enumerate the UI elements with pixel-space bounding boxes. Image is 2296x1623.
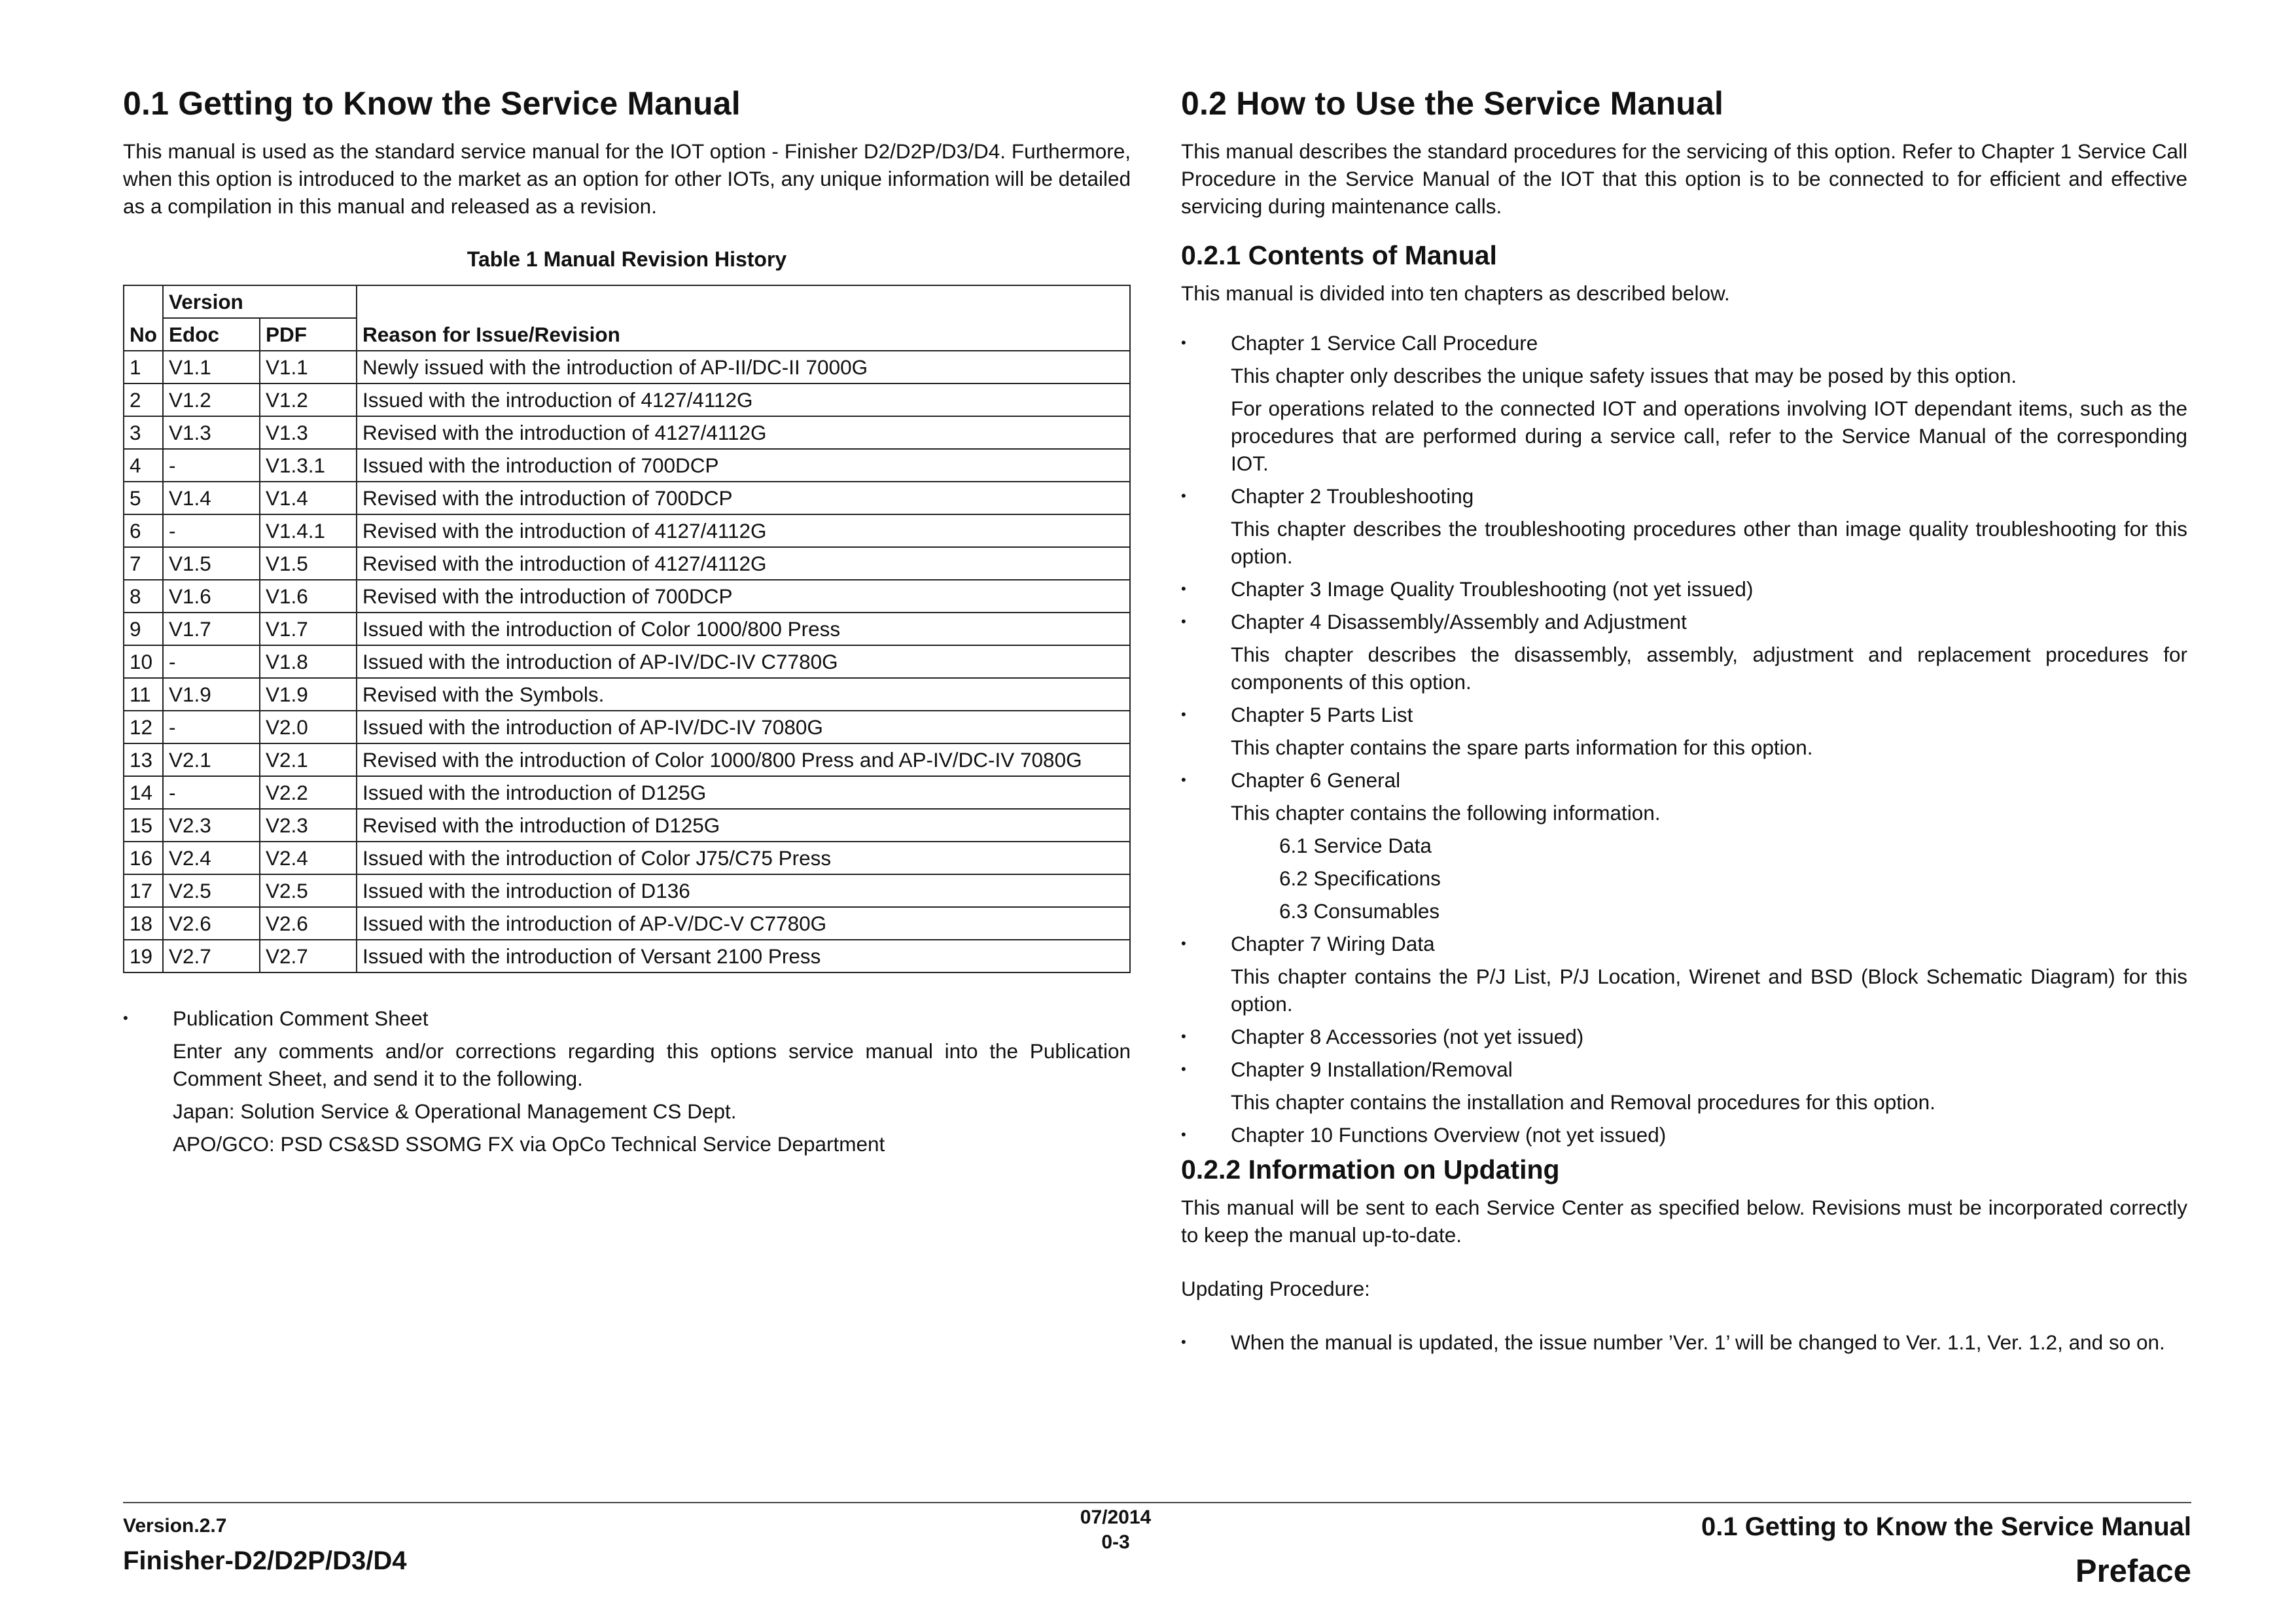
right-column [1181,84,2187,1361]
cell-no: 3 [124,416,163,449]
table-row [124,907,1130,940]
table-row [124,678,1130,711]
cell-reason: Newly issued with the introduction of AP-II/DC-II 7000G [357,351,1130,383]
chapter-title: • Chapter 9 Installation/Removal [1231,1058,1513,1082]
cell-reason: Revised with the introduction of 700DCP [357,482,1130,514]
cell-pdf: V1.6 [260,580,357,613]
cell-reason: Issued with the introduction of AP-V/DC-V C7780G [357,907,1130,940]
publication-line: Japan: Solution Service & Operational Management CS Dept. [173,1099,737,1123]
cell-pdf: V1.4 [260,482,357,514]
updating-procedure-label: Updating Procedure: [1181,1277,1370,1301]
chapter-list [1181,329,2187,1149]
cell-reason: Issued with the introduction of Versant 2100 Press [357,940,1130,972]
cell-edoc: V2.4 [163,842,260,874]
chapter-title: • Chapter 3 Image Quality Troubleshooting (not yet issued) [1231,577,1754,601]
cell-reason: Revised with the introduction of D125G [357,809,1130,842]
cell-edoc: V1.6 [163,580,260,613]
cell-no: 18 [124,907,163,940]
cell-no: 7 [124,547,163,580]
chapter-item [1181,1121,2187,1149]
cell-reason: Issued with the introduction of Color 1000/800 Press [357,613,1130,645]
chapter-item [1181,1056,2187,1116]
cell-pdf: V2.0 [260,711,357,743]
chapter-item [1181,1023,2187,1050]
updating-intro: This manual will be sent to each Service Center as specified below. Revisions must be incorporated correctly to keep the manual up-to-date. [1181,1196,2187,1247]
chapter-item [1181,930,2187,1018]
chapter-item [1181,766,2187,925]
table-row [124,809,1130,842]
cell-edoc: V1.4 [163,482,260,514]
chapter-title: • Chapter 1 Service Call Procedure [1231,331,1538,355]
cell-no: 13 [124,743,163,776]
chapter-item [1181,608,2187,696]
chapter-item [1181,575,2187,603]
cell-pdf: V1.1 [260,351,357,383]
table-row [124,711,1130,743]
chapter-title: • Chapter 2 Troubleshooting [1231,484,1474,508]
cell-no: 1 [124,351,163,383]
cell-reason: Issued with the introduction of D136 [357,874,1130,907]
list-item [123,1005,1131,1158]
publication-line: APO/GCO: PSD CS&SD SSOMG FX via OpCo Technical Service Department [173,1132,885,1156]
cell-no: 14 [124,776,163,809]
cell-edoc: - [163,514,260,547]
revision-history-table [123,285,1131,973]
chapter-description: This chapter describes the troubleshooting procedures other than image quality troubleshooting for this option. [1231,517,2187,569]
cell-reason: Issued with the introduction of AP-IV/DC-IV 7080G [357,711,1130,743]
cell-pdf: V2.5 [260,874,357,907]
subsection-title-0-2-1: 0.2.1 Contents of Manual [1181,240,1497,270]
cell-edoc: V2.3 [163,809,260,842]
cell-reason: Revised with the Symbols. [357,678,1130,711]
cell-reason: Issued with the introduction of AP-IV/DC-IV C7780G [357,645,1130,678]
chapter-subsection: 6.1 Service Data [1279,834,1432,858]
publication-title: • Publication Comment Sheet [173,1007,429,1030]
cell-reason: Issued with the introduction of Color J75/C75 Press [357,842,1130,874]
footer-product: Finisher-D2/D2P/D3/D4 [123,1546,407,1575]
footer-rule [123,1502,2191,1503]
chapter-subsection: 6.3 Consumables [1279,899,1440,923]
cell-pdf: V2.6 [260,907,357,940]
chapter-description: This chapter contains the following information. [1231,801,1661,825]
chapter-title: • Chapter 6 General [1231,768,1401,793]
cell-pdf: V1.9 [260,678,357,711]
cell-edoc: V1.5 [163,547,260,580]
table-row [124,514,1130,547]
cell-no: 12 [124,711,163,743]
cell-edoc: V1.7 [163,613,260,645]
contents-intro: This manual is divided into ten chapters as described below. [1181,281,1730,306]
cell-edoc: V2.7 [163,940,260,972]
cell-reason: Revised with the introduction of 4127/4112G [357,514,1130,547]
chapter-title: • Chapter 5 Parts List [1231,703,1413,727]
header-version: Version [163,285,357,318]
publication-line: Enter any comments and/or corrections regarding this options service manual into the Publication Comment Sheet, and send it to the following. [173,1039,1131,1090]
cell-reason: Revised with the introduction of 4127/4112G [357,416,1130,449]
table-row [124,416,1130,449]
cell-no: 16 [124,842,163,874]
table-row [124,383,1130,416]
cell-reason: Revised with the introduction of Color 1000/800 Press and AP-IV/DC-IV 7080G [357,743,1130,776]
subsection-title-0-2-2: 0.2.2 Information on Updating [1181,1154,1560,1185]
table-row [124,940,1130,972]
cell-pdf: V2.4 [260,842,357,874]
footer-page-number: 0-3 [1101,1531,1130,1553]
cell-pdf: V2.1 [260,743,357,776]
publication-list [123,1005,1131,1158]
cell-edoc: - [163,449,260,482]
table-caption: Table 1 Manual Revision History [467,247,787,271]
chapter-description: For operations related to the connected IOT and operations involving IOT dependant items, such as the procedures that are performed during a service call, refer to the Service Manual of the corresponding IOT. [1231,397,2187,476]
table-row [124,613,1130,645]
table-row [124,547,1130,580]
chapter-item [1181,701,2187,761]
cell-no: 19 [124,940,163,972]
cell-edoc: V2.5 [163,874,260,907]
cell-no: 10 [124,645,163,678]
cell-reason: Issued with the introduction of 700DCP [357,449,1130,482]
chapter-item [1181,482,2187,570]
cell-pdf: V1.5 [260,547,357,580]
cell-no: 2 [124,383,163,416]
cell-no: 5 [124,482,163,514]
section-title-0-1: 0.1 Getting to Know the Service Manual [123,85,741,122]
table-row [124,776,1130,809]
cell-pdf: V2.2 [260,776,357,809]
cell-edoc: V1.9 [163,678,260,711]
cell-pdf: V2.3 [260,809,357,842]
cell-pdf: V1.3.1 [260,449,357,482]
updating-list [1181,1329,2187,1356]
left-column [123,84,1131,1163]
chapter-description: This chapter describes the disassembly, assembly, adjustment and replacement procedures for components of this option. [1231,643,2187,694]
footer-date: 07/2014 [1080,1507,1152,1528]
cell-edoc: V2.1 [163,743,260,776]
chapter-description: This chapter contains the P/J List, P/J Location, Wirenet and BSD (Block Schematic Diagram) for this option. [1231,965,2187,1016]
table-row [124,645,1130,678]
cell-edoc: - [163,711,260,743]
table-body [124,351,1130,972]
header-reason: Reason for Issue/Revision [357,285,1130,351]
cell-pdf: V2.7 [260,940,357,972]
cell-pdf: V1.4.1 [260,514,357,547]
table-row [124,842,1130,874]
header-no: No [124,285,163,351]
table-header-row [124,285,1130,318]
cell-edoc: V1.2 [163,383,260,416]
cell-reason: Issued with the introduction of 4127/4112G [357,383,1130,416]
footer-version: Version.2.7 [123,1515,227,1537]
footer-chapter: Preface [2075,1554,2191,1589]
chapter-description: This chapter only describes the unique safety issues that may be posed by this option. [1231,364,2017,388]
section-intro-0-1: This manual is used as the standard service manual for the IOT option - Finisher D2/D2P/D3/D4. Furthermore, when this option is introduced to the market as an option for other IOTs, any unique information will be detailed as a compilation in this manual and released as a revision. [123,139,1131,218]
cell-no: 4 [124,449,163,482]
chapter-description: This chapter contains the spare parts information for this option. [1231,736,1813,760]
cell-edoc: V1.1 [163,351,260,383]
cell-no: 15 [124,809,163,842]
section-title-0-2: 0.2 How to Use the Service Manual [1181,85,1724,122]
header-edoc: Edoc [163,318,260,351]
cell-reason: Revised with the introduction of 700DCP [357,580,1130,613]
cell-no: 11 [124,678,163,711]
section-intro-0-2: This manual describes the standard procedures for the servicing of this option. Refer to Chapter 1 Service Call Procedure in the Service Manual of the IOT that this option is to be connected to for efficient and effective servicing during maintenance calls. [1181,139,2187,218]
chapter-subsection: 6.2 Specifications [1279,866,1441,891]
list-item: • When the manual is updated, the issue number ’Ver. 1’ will be changed to Ver. 1.1, Ver. 1.2, and so on. [1181,1329,2187,1356]
cell-edoc: V2.6 [163,907,260,940]
table-row [124,874,1130,907]
table-row [124,482,1130,514]
table-row [124,449,1130,482]
table-row [124,743,1130,776]
table-row [124,580,1130,613]
cell-pdf: V1.7 [260,613,357,645]
cell-reason: Revised with the introduction of 4127/4112G [357,547,1130,580]
cell-edoc: - [163,776,260,809]
cell-edoc: - [163,645,260,678]
chapter-title: • Chapter 10 Functions Overview (not yet issued) [1231,1123,1667,1147]
header-pdf: PDF [260,318,357,351]
chapter-title: • Chapter 7 Wiring Data [1231,932,1435,956]
cell-reason: Issued with the introduction of D125G [357,776,1130,809]
cell-no: 6 [124,514,163,547]
footer-section: 0.1 Getting to Know the Service Manual [1701,1512,2191,1541]
chapter-description: This chapter contains the installation and Removal procedures for this option. [1231,1090,1935,1115]
cell-edoc: V1.3 [163,416,260,449]
table-row [124,351,1130,383]
chapter-title: • Chapter 8 Accessories (not yet issued) [1231,1025,1584,1049]
cell-pdf: V1.8 [260,645,357,678]
cell-no: 9 [124,613,163,645]
cell-pdf: V1.3 [260,416,357,449]
cell-no: 8 [124,580,163,613]
cell-pdf: V1.2 [260,383,357,416]
cell-no: 17 [124,874,163,907]
chapter-item [1181,329,2187,477]
chapter-title: • Chapter 4 Disassembly/Assembly and Adjustment [1231,610,1687,634]
